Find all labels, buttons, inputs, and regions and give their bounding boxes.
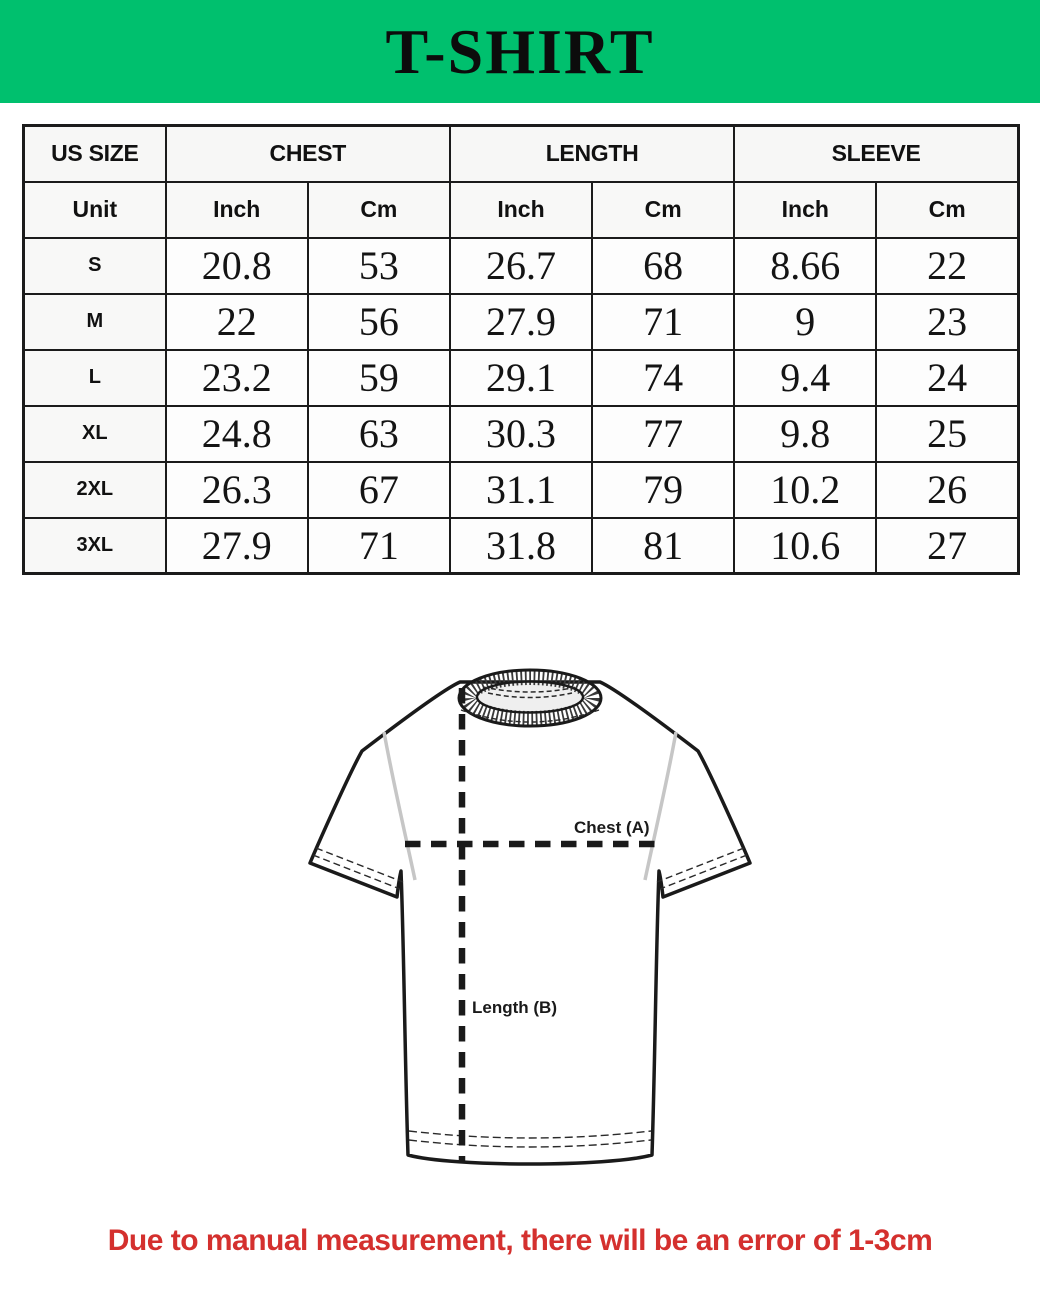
length-inch-cell: 31.1 [450, 462, 592, 518]
length-inch-cell: 30.3 [450, 406, 592, 462]
size-chart-table [22, 124, 1020, 575]
sleeve-cm-cell: 24 [876, 350, 1018, 406]
length-label: Length (B) [472, 998, 557, 1017]
length-cm-cell: 68 [592, 238, 734, 294]
sleeve-cm-cell: 26 [876, 462, 1018, 518]
sleeve-cm-cell: 25 [876, 406, 1018, 462]
size-cell: 2XL [24, 462, 166, 518]
chest-inch-cell: 26.3 [166, 462, 308, 518]
chest-cm-cell: 71 [308, 518, 450, 574]
measurement-note: Due to manual measurement, there will be an error of 1-3cm [107, 1224, 933, 1257]
table-row [24, 238, 1019, 294]
sleeve-inch-cell: 9 [734, 294, 876, 350]
chest-cm-cell: 53 [308, 238, 450, 294]
sleeve-cm-cell: 23 [876, 294, 1018, 350]
column-header-length: LENGTH [450, 126, 734, 182]
sleeve-inch-cell: 10.2 [734, 462, 876, 518]
unit-header-cell: Unit [24, 182, 166, 238]
sleeve-inch-cell: 8.66 [734, 238, 876, 294]
page-title: T-SHIRT [385, 15, 655, 87]
sleeve-inch-cell: 9.8 [734, 406, 876, 462]
length-inch-cell: 26.7 [450, 238, 592, 294]
column-header-chest: CHEST [166, 126, 450, 182]
table-row [24, 518, 1019, 574]
unit-header-cell: Inch [166, 182, 308, 238]
chest-cm-cell: 63 [308, 406, 450, 462]
chest-inch-cell: 22 [166, 294, 308, 350]
unit-header-cell: Cm [592, 182, 734, 238]
chest-inch-cell: 20.8 [166, 238, 308, 294]
length-cm-cell: 77 [592, 406, 734, 462]
size-cell: M [24, 294, 166, 350]
column-header-sleeve: SLEEVE [734, 126, 1018, 182]
tshirt-diagram [262, 620, 782, 1200]
size-cell: L [24, 350, 166, 406]
chest-cm-cell: 56 [308, 294, 450, 350]
length-cm-cell: 81 [592, 518, 734, 574]
size-cell: XL [24, 406, 166, 462]
column-header-us-size: US SIZE [24, 126, 166, 182]
chest-inch-cell: 24.8 [166, 406, 308, 462]
length-cm-cell: 71 [592, 294, 734, 350]
unit-header-row [24, 182, 1019, 238]
table-row [24, 294, 1019, 350]
table-row [24, 406, 1019, 462]
length-inch-cell: 31.8 [450, 518, 592, 574]
sleeve-inch-cell: 10.6 [734, 518, 876, 574]
length-cm-cell: 74 [592, 350, 734, 406]
unit-header-cell: Cm [308, 182, 450, 238]
sleeve-cm-cell: 27 [876, 518, 1018, 574]
chest-inch-cell: 27.9 [166, 518, 308, 574]
table-row [24, 462, 1019, 518]
unit-header-cell: Cm [876, 182, 1018, 238]
chest-inch-cell: 23.2 [166, 350, 308, 406]
length-cm-cell: 79 [592, 462, 734, 518]
chest-cm-cell: 67 [308, 462, 450, 518]
tshirt-outline [310, 682, 750, 1164]
table-row [24, 350, 1019, 406]
unit-header-cell: Inch [734, 182, 876, 238]
size-cell: S [24, 238, 166, 294]
title-banner [0, 0, 1040, 103]
unit-header-cell: Inch [450, 182, 592, 238]
sleeve-inch-cell: 9.4 [734, 350, 876, 406]
size-cell: 3XL [24, 518, 166, 574]
length-inch-cell: 27.9 [450, 294, 592, 350]
chest-cm-cell: 59 [308, 350, 450, 406]
group-header-row [24, 126, 1019, 182]
chest-label: Chest (A) [574, 818, 650, 837]
length-inch-cell: 29.1 [450, 350, 592, 406]
sleeve-cm-cell: 22 [876, 238, 1018, 294]
